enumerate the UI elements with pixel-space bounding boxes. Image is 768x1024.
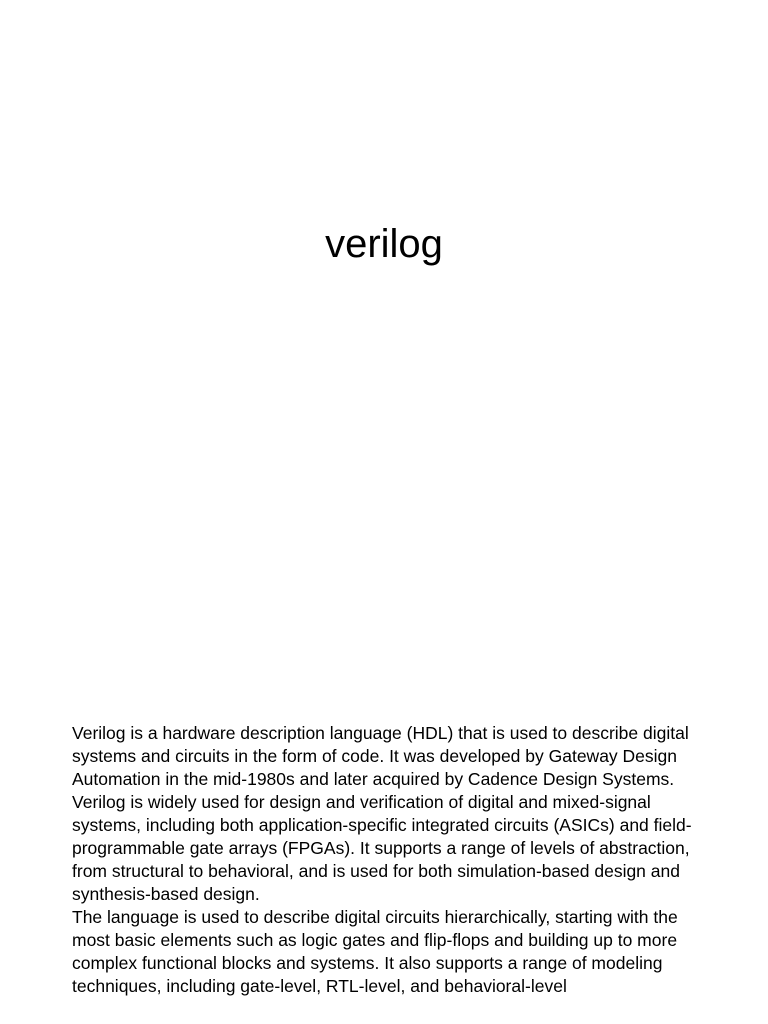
- page-title: verilog: [325, 222, 443, 266]
- document-body: [72, 722, 692, 998]
- paragraph-1: Verilog is a hardware description language (HDL) that is used to describe digital systems and circuits in the form of code. It was developed by Gateway Design Automation in the mid-1980s and later acquired by Cadence Design Systems.: [72, 723, 689, 789]
- paragraph-2: Verilog is widely used for design and verification of digital and mixed-signal systems, including both application-specific integrated circuits (ASICs) and field-programmable gate arrays (FPGAs). It supports a range of levels of abstraction, from structural to behavioral, and is used for both simulation-based design and synthesis-based design.: [72, 792, 692, 904]
- paragraph-3: The language is used to describe digital circuits hierarchically, starting with the most basic elements such as logic gates and flip-flops and building up to more complex functional blocks and systems. It also supports a range of modeling techniques, including gate-level, RTL-level, and behavioral-level: [72, 907, 678, 996]
